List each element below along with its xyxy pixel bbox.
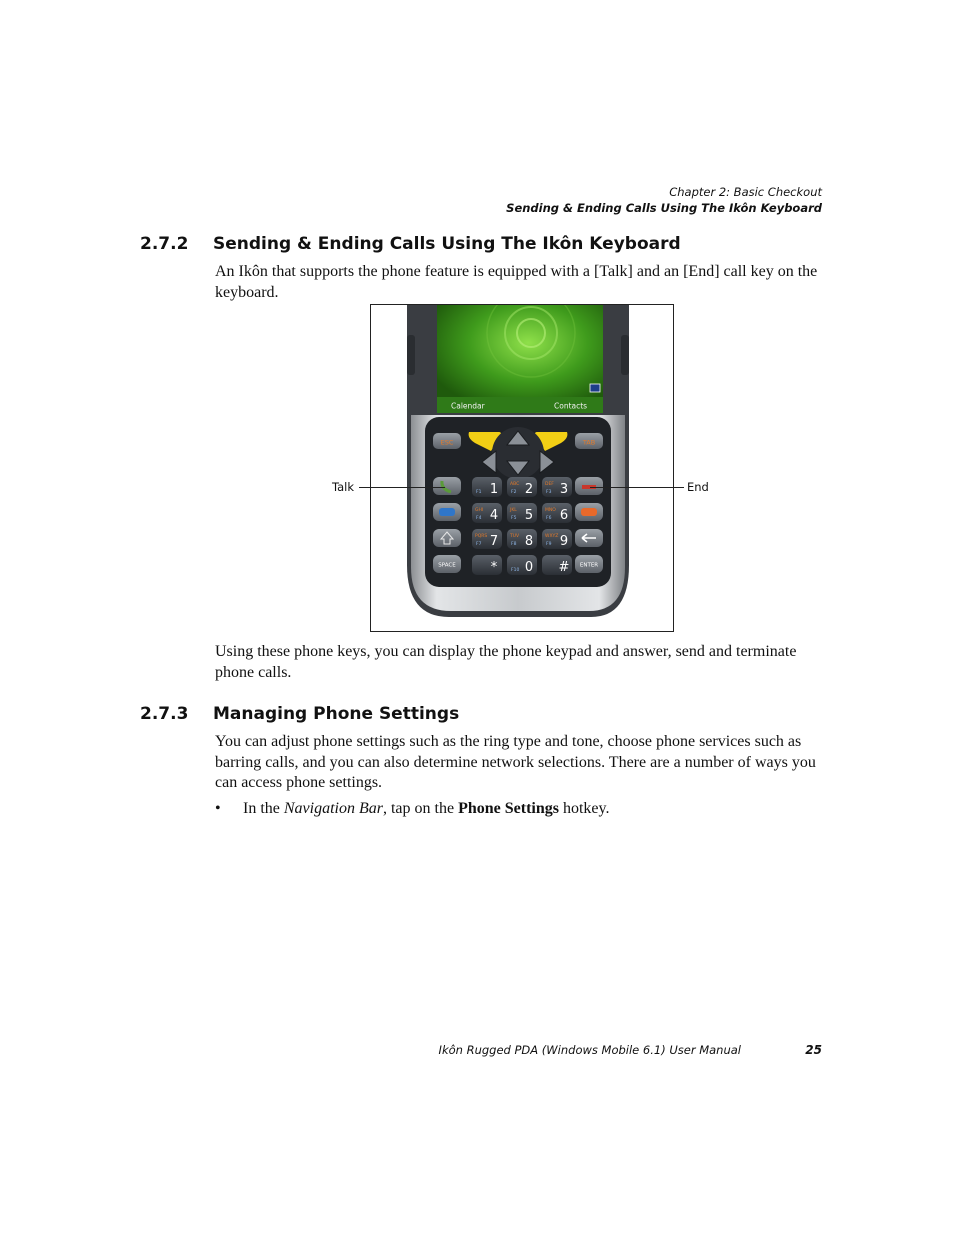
letters-label: JKL: [510, 508, 517, 513]
shift-key: [433, 529, 461, 547]
svg-text:ESC: ESC: [440, 438, 454, 447]
running-header-chapter: Chapter 2: Basic Checkout: [669, 185, 822, 199]
bullet-text-bold: Phone Settings: [458, 800, 559, 817]
letters-label: DEF: [545, 482, 554, 487]
function-label: F8: [511, 542, 517, 547]
phone-settings-paragraph: You can adjust phone settings such as the ring type and tone, choose phone services such as barring calls, and you can also determine network selections. There are a number of ways you can access phone settings.: [215, 733, 816, 791]
digit-key-hash: [542, 555, 572, 575]
talk-key: [433, 477, 461, 495]
letters-label: GHI: [475, 508, 484, 513]
section-heading-2-7-2: [140, 234, 681, 254]
function-label: F1: [476, 490, 482, 495]
section-title: Managing Phone Settings: [213, 704, 460, 724]
digit-key-4: [472, 503, 502, 523]
bullet-item: [215, 799, 610, 819]
function-label: F4: [476, 516, 482, 521]
function-label: F7: [476, 542, 482, 547]
device-keyboard-figure: [370, 304, 674, 632]
letters-label: PQRS: [475, 534, 488, 539]
letters-label: TUV: [510, 534, 520, 539]
digit-key-star: [472, 555, 502, 575]
digit-label: 0: [524, 560, 534, 575]
backspace-key: [575, 529, 603, 547]
end-key: [575, 477, 603, 495]
digit-label: 2: [524, 482, 534, 497]
callout-talk-line: [359, 487, 445, 488]
device-screen: [437, 305, 603, 413]
letters-label: MNO: [545, 508, 556, 513]
softkey-contacts: Contacts: [554, 401, 588, 411]
section-number: 2.7.3: [140, 704, 189, 724]
esc-key: [433, 433, 461, 449]
intro-paragraph: An Ikôn that supports the phone feature is equipped with a [Talk] and an [End] call key on the keyboard.: [215, 263, 818, 301]
digit-key-7: [472, 529, 502, 549]
digit-label: 3: [559, 482, 569, 497]
digit-label: 9: [559, 534, 569, 549]
function-label: F9: [546, 542, 552, 547]
function-label: F10: [511, 568, 520, 573]
section-heading-2-7-3: [140, 704, 459, 724]
softkey-calendar: Calendar: [451, 401, 485, 411]
digit-label: 5: [524, 508, 534, 523]
digit-label: 6: [559, 508, 569, 523]
digit-key-8: [507, 529, 537, 549]
digit-label: #: [558, 560, 570, 575]
digit-label: 1: [489, 482, 499, 497]
bullet-text-post: hotkey.: [558, 800, 610, 817]
callout-end-label: End: [687, 480, 709, 494]
bullet-text-mid: , tap on the: [382, 800, 459, 817]
callout-talk-label: Talk: [332, 480, 355, 494]
bullet-text-italic: Navigation Bar: [283, 800, 383, 817]
digit-key-5: [507, 503, 537, 523]
space-key: [433, 555, 461, 573]
function-label: F6: [546, 516, 552, 521]
digit-label: 4: [489, 508, 499, 523]
page-number: 25: [805, 1043, 822, 1057]
bullet-marker: •: [215, 800, 221, 817]
callout-end-line: [590, 487, 684, 488]
function-label: F3: [546, 490, 552, 495]
svg-text:TAB: TAB: [582, 438, 596, 447]
function-label: F2: [511, 490, 517, 495]
section-number: 2.7.2: [140, 234, 189, 254]
device-illustration: [371, 305, 673, 631]
digit-label: *: [490, 560, 498, 575]
enter-key: [575, 555, 603, 573]
digit-key-1: [472, 477, 502, 497]
digit-key-0: [507, 555, 537, 575]
footer-manual-title: Ikôn Rugged PDA (Windows Mobile 6.1) User Manual: [438, 1043, 741, 1057]
letters-label: ABC: [510, 482, 520, 487]
svg-text:ENTER: ENTER: [579, 562, 599, 569]
after-figure-paragraph: Using these phone keys, you can display the phone keypad and answer, send and terminate phone calls.: [215, 643, 797, 681]
blue-modifier-key: [433, 503, 461, 521]
bullet-text-pre: In the: [243, 800, 284, 817]
svg-text:SPACE: SPACE: [438, 562, 456, 569]
running-header-section: Sending & Ending Calls Using The Ikôn Keyboard: [506, 201, 822, 215]
tab-key: [575, 433, 603, 449]
digit-label: 7: [489, 534, 499, 549]
function-label: F5: [511, 516, 517, 521]
digit-key-3: [542, 477, 572, 497]
digit-key-9: [542, 529, 572, 549]
digit-key-2: [507, 477, 537, 497]
letters-label: WXYZ: [545, 534, 559, 539]
section-title: Sending & Ending Calls Using The Ikôn Keyboard: [213, 234, 681, 254]
digit-label: 8: [524, 534, 534, 549]
orange-modifier-key: [575, 503, 603, 521]
digit-key-6: [542, 503, 572, 523]
